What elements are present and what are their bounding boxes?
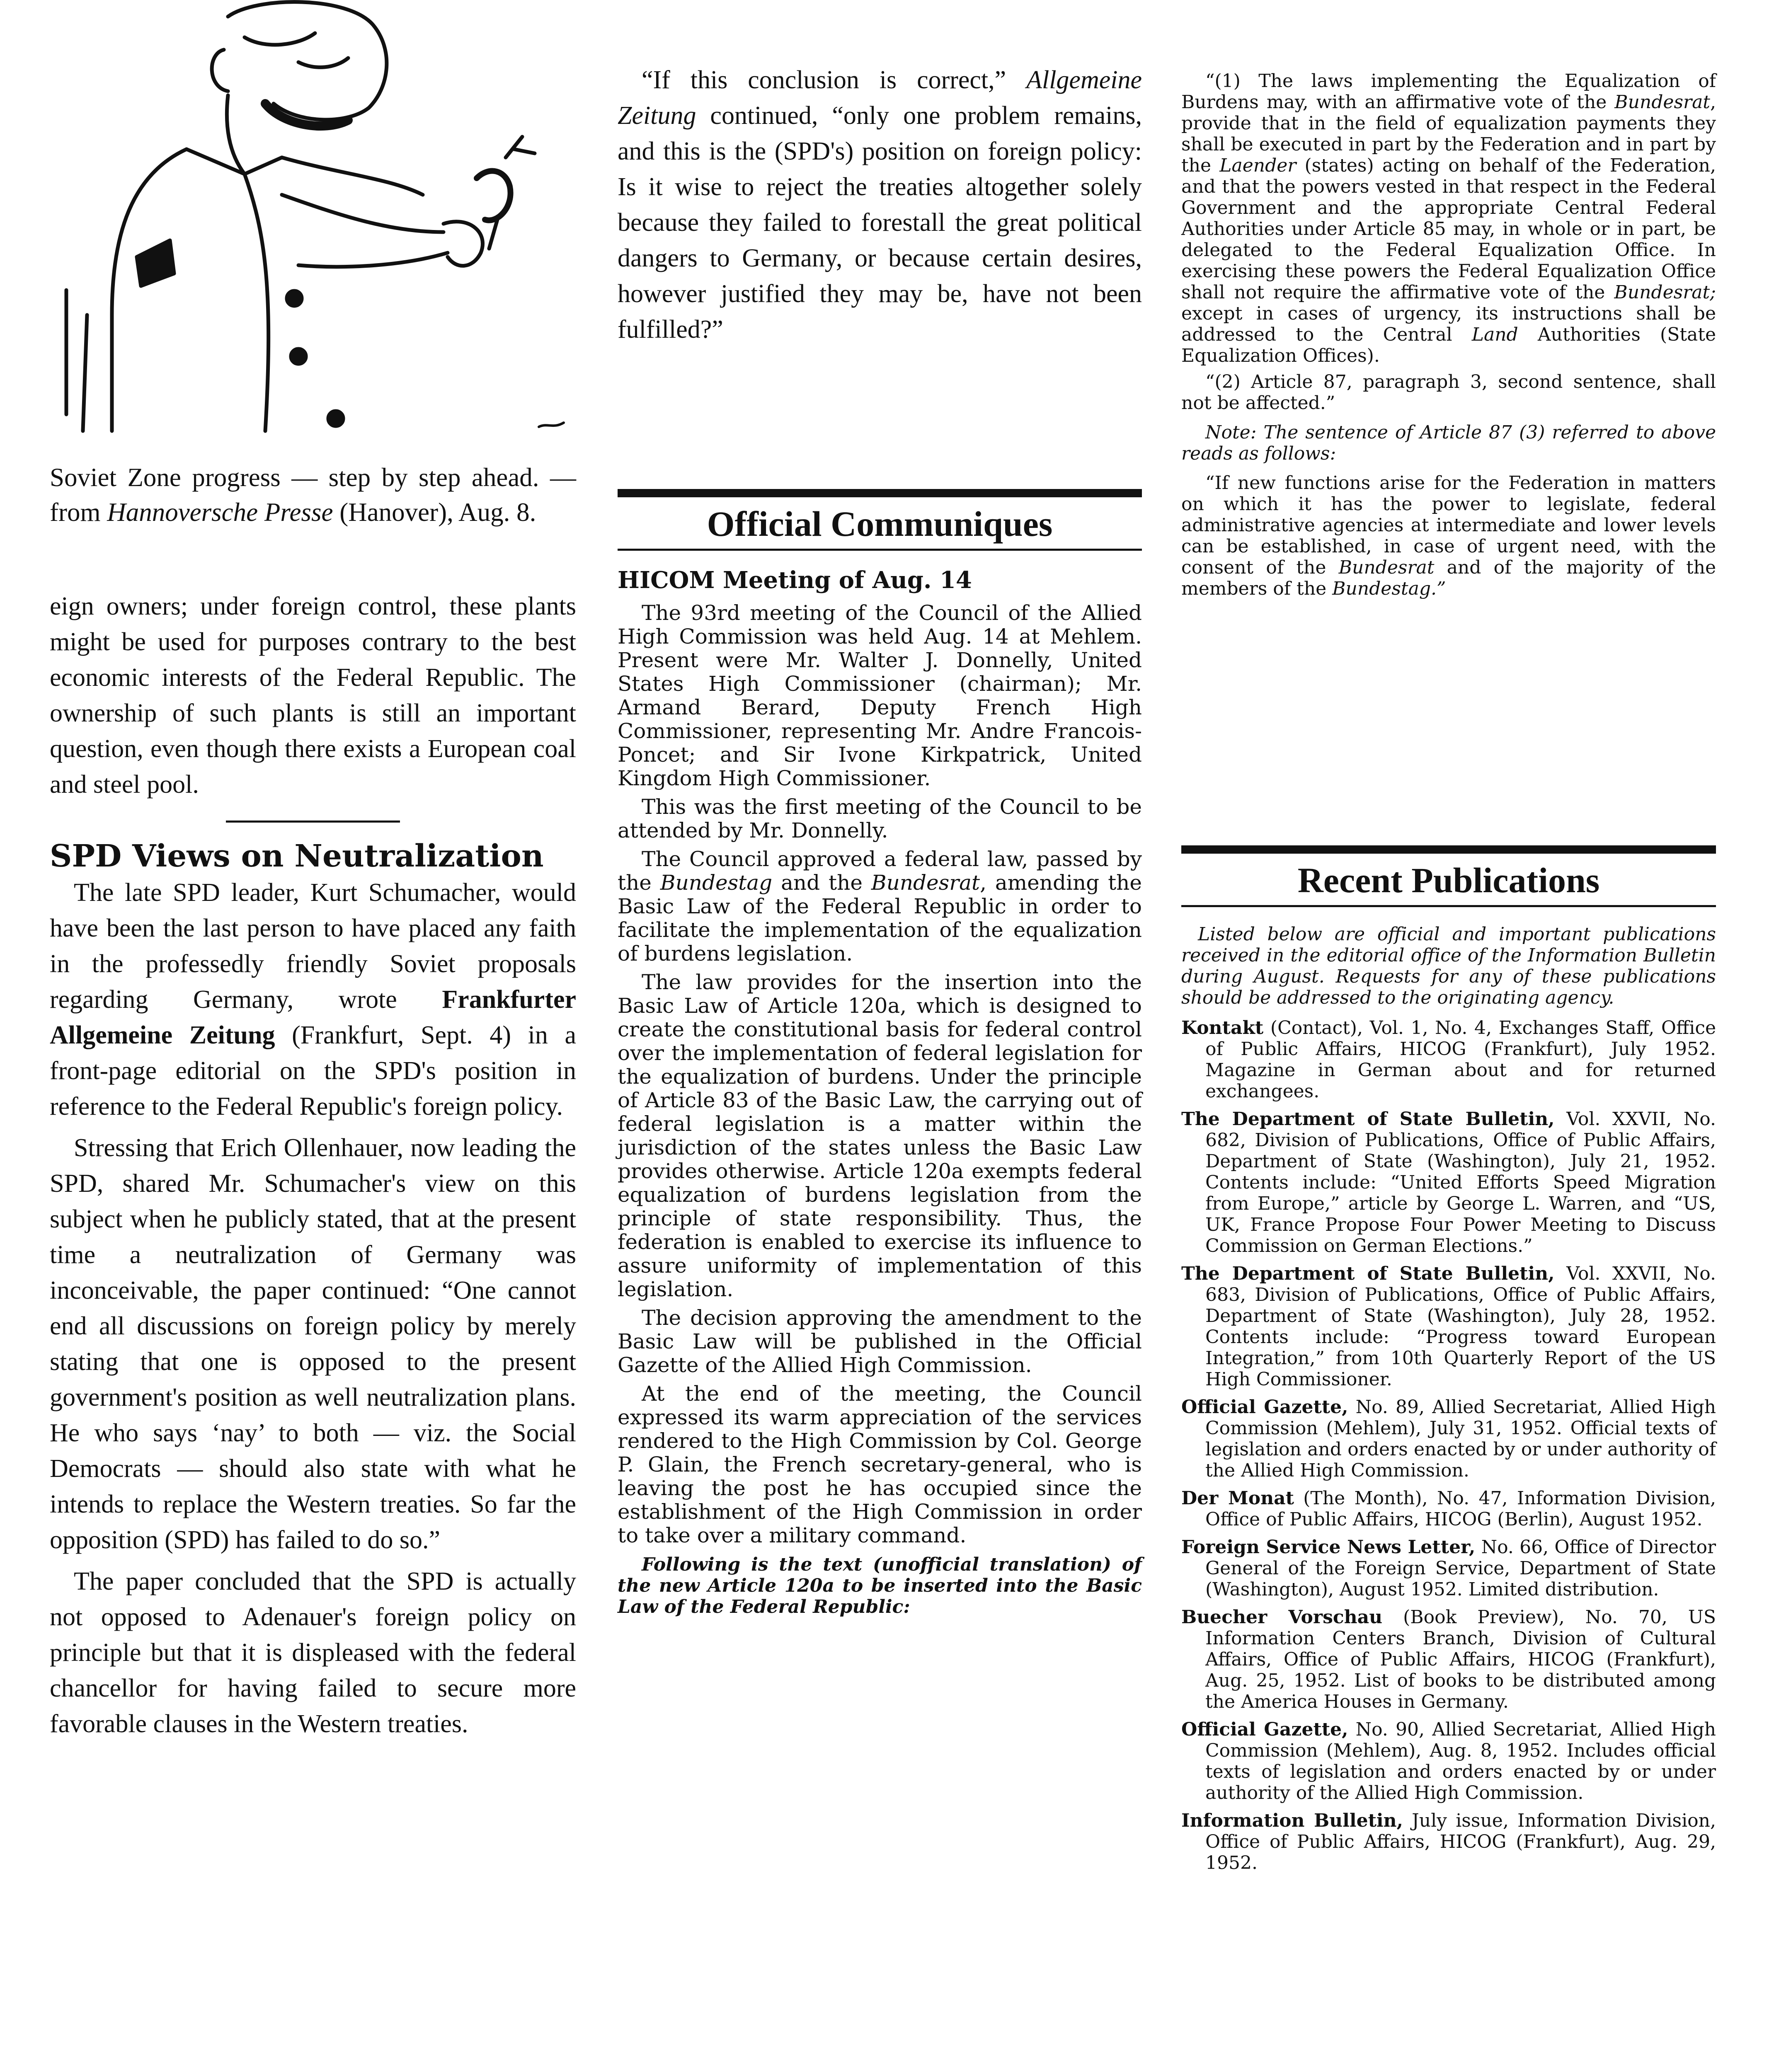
publications-intro: Listed below are official and important publications received in the editorial office of the Information Bulletin during August. Requests for any of these publications should be addressed to the originating agency. [1181, 924, 1716, 1008]
publication-entry [1181, 1607, 1716, 1712]
text-run: and the [772, 871, 871, 895]
paragraph: The decision approving the amendment to the Basic Law will be published in the Official Gazette of the Allied High Commission. [618, 1306, 1142, 1377]
article-paragraph: “(2) Article 87, paragraph 3, second sentence, shall not be affected.” [1181, 371, 1716, 414]
publication-entry [1181, 1109, 1716, 1256]
paragraph: Stressing that Erich Ollenhauer, now leading the SPD, shared Mr. Schumacher's view on this subject when he publicly stated, that at the present time a neutralization of Germany was inconceivable, the paper continued: “One cannot end all discussions on foreign policy by merely stating that one is opposed to the present government's position as well neutralization plans. He who says ‘nay’ to both — viz. the Social Democrats — should also state with what he intends to replace the Western treaties. So far the opposition (SPD) has failed to do so.” [50, 1134, 576, 1554]
publication-details: Vol. XXVII, No. 682, Division of Publications, Office of Public Affairs, Department of State (Washington), July 21, 1952. Contents include: “United Efforts Speed Migration from Europe,” article by George L. Warren, and “US, UK, France Propose Four Power Meeting to Discuss Commission on German Elections.” [1205, 1109, 1716, 1256]
publication-details: No. 90, Allied Secretariat, Allied High Commission (Mehlem), Aug. 8, 1952. Includes official texts of legislation and orders enacted by or under authority of the Allied High Commission. [1205, 1719, 1716, 1803]
quote-paragraph [618, 62, 1142, 347]
paragraph: At the end of the meeting, the Council expressed its warm appreciation of the services rendered to the High Commission by Col. George P. Glain, the French secretary-general, who is leaving the post he has occupied since the establishment of the High Commission in order to take over a military command. [618, 1382, 1142, 1547]
paragraph [50, 875, 576, 1124]
text-run: (states) acting on behalf of the Federation, and that the powers vested in that respect in the Federal Government and the appropriate Central Federal Authorities under Article 85 may, in whole or in part, be delegated to the Federal Equalization Office. In exercising these powers the Federal Equalization Office shall not require the affirmative vote of the [1181, 155, 1716, 303]
publication-details: (The Month), No. 47, Information Division, Office of Public Affairs, HICOG (Berlin), August 1952. [1205, 1488, 1716, 1530]
term: Bundestag.” [1332, 578, 1446, 599]
column-1-body [50, 588, 576, 1742]
text-run: (Frankfurt, Sept. 4) in a front-page editorial on the SPD's position in reference to the Federal Republic's foreign policy. [50, 1021, 576, 1121]
paragraph: The law provides for the insertion into the Basic Law of Article 120a, which is designed to create the constitutional basis for federal control over the implementation of federal legislation for the equalization of burdens. Under the principle of Article 83 of the Basic Law, the carrying out of federal legislation is a matter within the jurisdiction of the states unless the Basic Law provides otherwise. Article 120a exempts federal equalization of burdens legislation from the principle of state responsibility. Thus, the federation is enabled to exercise its influence to assure uniformity of implementation of this legislation. [618, 970, 1142, 1301]
term: Bundesrat [871, 871, 980, 895]
article-continuation: eign owners; under foreign control, these plants might be used for purposes contrary to the best economic interests of the Federal Republic. The ownership of such plants is still an important question, even though there exists a European coal and steel pool. [50, 592, 576, 799]
publication-details: Vol. XXVII, No. 683, Division of Publications, Office of Public Affairs, Department of State (Washington), July 28, 1952. Contents include: “Progress toward European Integration,” from 10th Quarterly Report of the US High Commissioner. [1205, 1263, 1716, 1390]
section-heading-communiques: Official Communiques [707, 504, 1053, 544]
article-120a-text [1181, 70, 1716, 599]
recent-publications-section [1181, 845, 1716, 1880]
publication-list [1181, 1017, 1716, 1874]
publication-entry [1181, 1263, 1716, 1390]
term: Bundesrat; [1614, 282, 1716, 303]
article-paragraph [1181, 70, 1716, 366]
publication-title: Information Bulletin, [1181, 1810, 1403, 1831]
publication-details: (Contact), Vol. 1, No. 4, Exchanges Staff, Office of Public Affairs, HICOG (Frankfurt), July 1952. Magazine in German about and for returned exchangees. [1205, 1017, 1716, 1102]
publication-title: Kontakt [1181, 1017, 1264, 1038]
paragraph: The paper concluded that the SPD is actually not opposed to Adenauer's foreign policy on principle but that it is displeased with the federal chancellor for having failed to secure more favorable clauses in the Western treaties. [50, 1567, 576, 1738]
text-run: continued, “only one problem remains, and this is the (SPD's) position on foreign policy: Is it wise to reject the treaties altogether solely because they failed to forestall the great political dangers to Germany, or because certain desires, however justified they may be, have not been fulfilled?” [618, 102, 1142, 344]
term: Land [1471, 324, 1518, 345]
section-heading-spd: SPD Views on Neutralization [50, 838, 544, 874]
term: Laender [1219, 155, 1297, 176]
publication-entry [1181, 1537, 1716, 1600]
newspaper-name: Allgemeine Zeitung [618, 66, 1142, 130]
text-run: “If this conclusion is correct,” [642, 66, 1027, 94]
section-heading-publications: Recent Publications [1297, 860, 1600, 900]
caption-text: Soviet Zone progress — step by step ahead. — from [50, 463, 576, 527]
cartoon-illustration [50, 0, 576, 452]
publication-title: Buecher Vorschau [1181, 1607, 1383, 1628]
publication-title: Der Monat [1181, 1488, 1294, 1509]
publication-details: July issue, Information Division, Office of Public Affairs, HICOG (Frankfurt), Aug. 29, 1952. [1205, 1810, 1716, 1874]
publication-title: Official Gazette, [1181, 1397, 1348, 1418]
publication-title: The Department of State Bulletin, [1181, 1109, 1555, 1130]
publication-entry [1181, 1719, 1716, 1803]
caption-source: Hannoversche Presse [107, 498, 333, 527]
rule [618, 549, 1142, 551]
publication-details: No. 66, Office of Director General of the Foreign Service, Department of State (Washington), August 1952. Limited distribution. [1205, 1537, 1716, 1600]
publication-title: Foreign Service News Letter, [1181, 1537, 1476, 1558]
rule [1181, 845, 1716, 854]
rule [1181, 905, 1716, 907]
subheading-hicom-meeting: HICOM Meeting of Aug. 14 [618, 566, 972, 594]
publication-title: The Department of State Bulletin, [1181, 1263, 1555, 1284]
paragraph: The 93rd meeting of the Council of the Allied High Commission was held Aug. 14 at Mehlem. Present were Mr. Walter J. Donnelly, United States High Commissioner (chairman); Mr. Armand Berard, Deputy French High Commissioner, representing Mr. Andre Francois-Poncet; and Sir Ivone Kirkpatrick, United Kingdom High Commissioner. [618, 601, 1142, 790]
publication-title: Official Gazette, [1181, 1719, 1348, 1740]
official-communiques-section [618, 489, 1142, 1617]
text-run: , provide that in the field of equalization payments they shall be executed in part by the Federation and in part by the [1181, 92, 1716, 176]
term: Bundesrat [1338, 557, 1435, 578]
term: Bundesrat [1614, 92, 1710, 113]
text-run: The Council approved a federal law, passed by the [618, 847, 1142, 895]
publication-entry [1181, 1810, 1716, 1874]
article-paragraph [1181, 472, 1716, 599]
cartoon-caption [50, 460, 576, 530]
publication-details: (Book Preview), No. 70, US Information Centers Branch, Division of Cultural Affairs, Office of Public Affairs, HICOG (Frankfurt), Aug. 25, 1952. List of books to be distributed among the America Houses in Germany. [1205, 1607, 1716, 1712]
newspaper-name: Frankfurter Allgemeine Zeitung [50, 985, 576, 1049]
editor-note: Note: The sentence of Article 87 (3) referred to above reads as follows: [1181, 422, 1716, 464]
text-run: “(1) The laws implementing the Equalization of Burdens may, with an affirmative vote of the [1181, 70, 1716, 113]
publication-entry [1181, 1397, 1716, 1481]
publication-entry [1181, 1017, 1716, 1102]
text-run: The late SPD leader, Kurt Schumacher, would have been the last person to have placed any faith in the professedly friendly Soviet proposals regarding Germany, wrote [50, 879, 576, 1014]
translation-note: Following is the text (unofficial translation) of the new Article 120a to be inserted into the Basic Law of the Federal Republic: [618, 1554, 1142, 1617]
term: Bundestag [660, 871, 773, 895]
caption-suffix: (Hanover), Aug. 8. [333, 498, 536, 527]
paragraph: This was the first meeting of the Council to be attended by Mr. Donnelly. [618, 795, 1142, 842]
publication-details: No. 89, Allied Secretariat, Allied High Commission (Mehlem), July 31, 1952. Official texts of legislation and orders enacted by or under authority of the Allied High Commission. [1205, 1397, 1716, 1481]
publication-entry [1181, 1488, 1716, 1530]
rule [618, 489, 1142, 497]
text-run: and of the majority of the members of the [1181, 557, 1716, 599]
text-run: except in cases of urgency, its instructions shall be addressed to the Central [1181, 303, 1716, 345]
text-run: “If new functions arise for the Federation in matters on which it has the power to legislate, federal administrative agencies at intermediate and lower levels can be established, in case of urgent need, with the consent of the [1181, 472, 1716, 578]
text-run: Authorities (State Equalization Offices). [1181, 324, 1716, 366]
paragraph [618, 847, 1142, 966]
text-run: , amending the Basic Law of the Federal Republic in order to facilitate the implementation of the equalization of burdens legislation. [618, 871, 1142, 966]
